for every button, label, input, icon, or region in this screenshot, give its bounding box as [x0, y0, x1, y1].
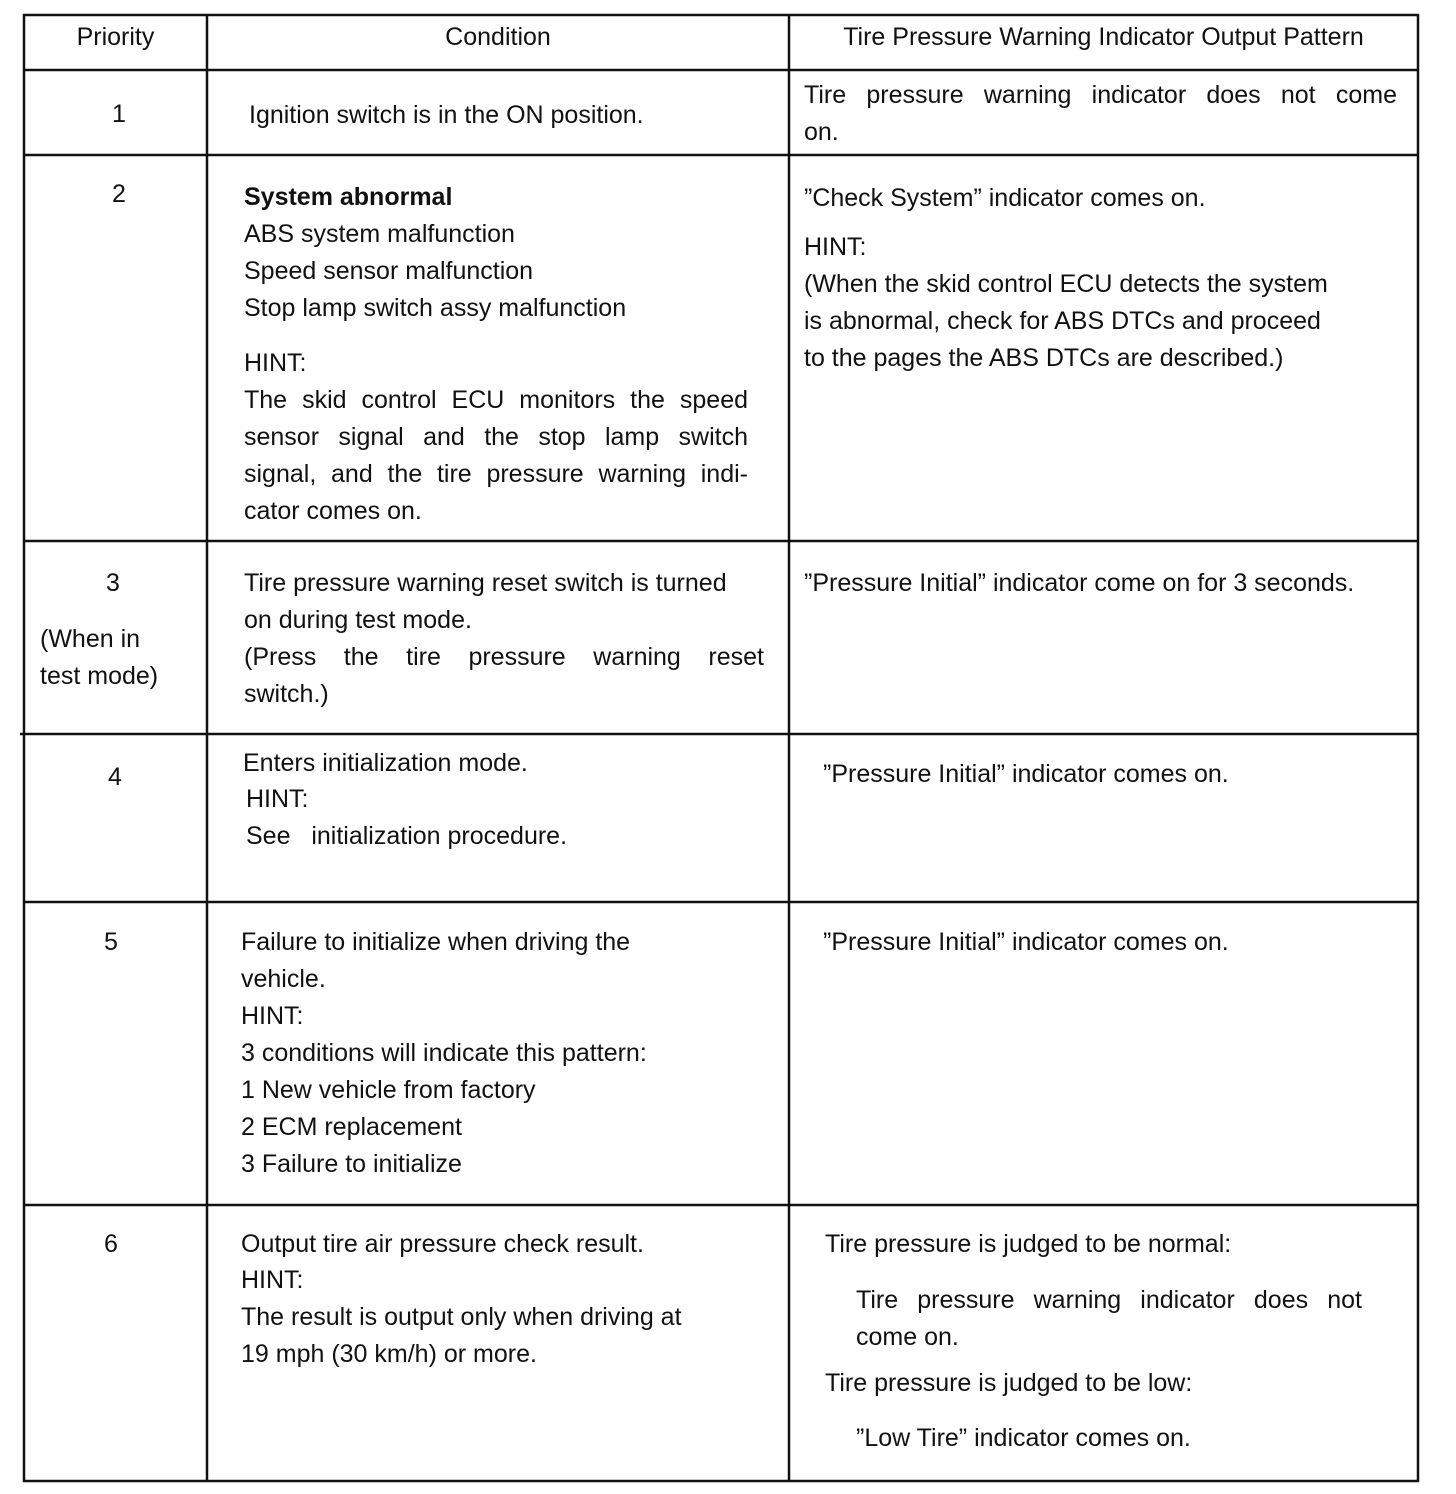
condition-text: Stop lamp switch assy malfunction — [244, 294, 627, 322]
condition-text: (Press the tire pressure warning reset — [244, 643, 764, 671]
priority-value: 5 — [104, 928, 118, 956]
condition-text: vehicle. — [241, 965, 326, 993]
condition-text: Tire pressure warning reset switch is turned — [244, 569, 727, 597]
output-text: ”Check System” indicator comes on. — [804, 184, 1206, 212]
output-text: ”Low Tire” indicator comes on. — [856, 1424, 1191, 1452]
priority-note: test mode) — [40, 662, 159, 690]
condition-text: Ignition switch is in the ON position. — [249, 101, 644, 129]
output-hint-label: HINT: — [804, 233, 867, 261]
output-text: ”Pressure Initial” indicator comes on. — [823, 760, 1229, 788]
condition-hint-label: HINT: — [246, 785, 309, 813]
condition-heading: System abnormal — [244, 183, 453, 211]
output-text: come on. — [856, 1323, 959, 1351]
condition-hint-text: See initialization procedure. — [246, 822, 568, 850]
output-subheading: Tire pressure is judged to be low: — [825, 1369, 1193, 1397]
priority-value: 4 — [108, 763, 122, 791]
condition-text: switch.) — [244, 680, 329, 708]
condition-hint-text: 3 Failure to initialize — [241, 1150, 462, 1178]
condition-hint-text: The result is output only when driving at — [241, 1303, 682, 1331]
condition-hint-text: signal, and the tire pressure warning indi- — [244, 460, 748, 488]
condition-hint-label: HINT: — [244, 349, 307, 377]
output-text: on. — [804, 118, 839, 146]
output-hint-text: is abnormal, check for ABS DTCs and proceed — [804, 307, 1321, 335]
header-condition: Condition — [445, 23, 551, 51]
output-subheading: Tire pressure is judged to be normal: — [825, 1230, 1232, 1258]
header-output-pattern: Tire Pressure Warning Indicator Output Pattern — [843, 23, 1364, 51]
priority-value: 6 — [104, 1230, 118, 1258]
priority-value: 1 — [112, 100, 126, 128]
condition-hint-text: 1 New vehicle from factory — [241, 1076, 536, 1104]
output-hint-text: to the pages the ABS DTCs are described.) — [804, 344, 1284, 372]
condition-text: Speed sensor malfunction — [244, 257, 534, 285]
priority-note: (When in — [40, 625, 141, 653]
condition-hint-label: HINT: — [241, 1266, 304, 1294]
priority-value: 2 — [112, 180, 126, 208]
condition-hint-label: HINT: — [241, 1002, 304, 1030]
condition-text: Output tire air pressure check result. — [241, 1230, 644, 1258]
output-text: Tire pressure warning indicator does not — [856, 1286, 1362, 1314]
condition-hint-text: The skid control ECU monitors the speed — [244, 386, 748, 414]
condition-hint-text: cator comes on. — [244, 497, 422, 525]
output-hint-text: (When the skid control ECU detects the system — [804, 270, 1328, 298]
condition-text: Enters initialization mode. — [243, 749, 528, 777]
condition-hint-text: 19 mph (30 km/h) or more. — [241, 1340, 537, 1368]
condition-hint-text: 2 ECM replacement — [241, 1113, 462, 1141]
condition-hint-text: 3 conditions will indicate this pattern: — [241, 1039, 647, 1067]
output-text: ”Pressure Initial” indicator come on for 3 seconds. — [804, 569, 1355, 597]
output-text: Tire pressure warning indicator does not come — [804, 81, 1397, 109]
priority-value: 3 — [106, 569, 120, 597]
condition-text: ABS system malfunction — [244, 220, 515, 248]
condition-hint-text: sensor signal and the stop lamp switch — [244, 423, 748, 451]
header-priority: Priority — [76, 23, 155, 51]
output-text: ”Pressure Initial” indicator comes on. — [823, 928, 1229, 956]
condition-text: Failure to initialize when driving the — [241, 928, 631, 956]
condition-text: on during test mode. — [244, 606, 472, 634]
